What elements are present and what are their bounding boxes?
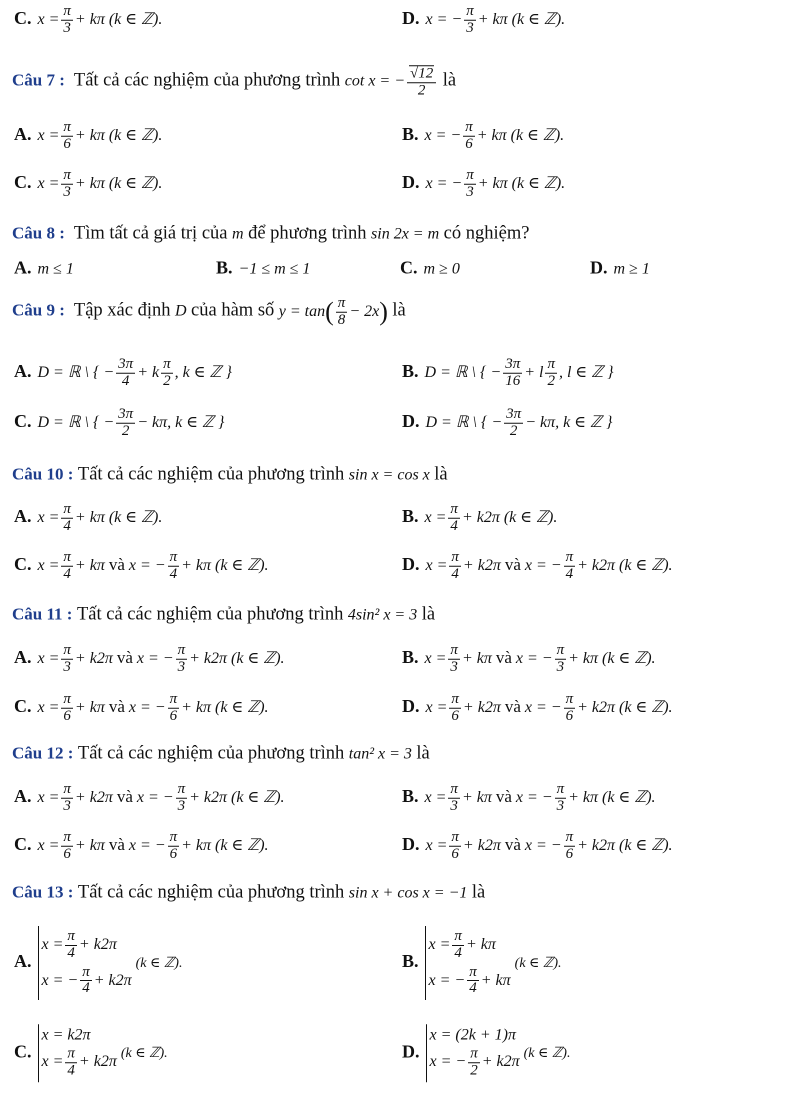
fraction: $\frac{\pi}{3}$ bbox=[63, 2, 71, 36]
q9-option-d[interactable]: D. D = ℝ \ { − $\frac{3\pi}{2}$ − kπ, k ∈ ℤ } bbox=[402, 405, 613, 439]
question-13: Câu 13 : Tất cả các nghiệm của phương trình sin x + cos x = −1 là bbox=[12, 882, 486, 903]
q8-option-d[interactable]: D. m ≥ 1 bbox=[590, 257, 650, 278]
q7-option-c[interactable]: C. x = $\frac{\pi}{3}$ + kπ (k ∈ ℤ). bbox=[14, 166, 163, 200]
q13-option-b[interactable]: B. x = $\frac{\pi}{4}$ + kπ x = − $\frac{\pi}{4}$ + kπ (k ∈ ℤ). bbox=[402, 926, 561, 1000]
q12-option-c[interactable]: C. x = $\frac{\pi}{6}$ + kπ và x = − $\frac{\pi}{6}$ + kπ (k ∈ ℤ). bbox=[14, 828, 269, 862]
q9-option-a[interactable]: A. D = ℝ \ { − $\frac{3\pi}{4}$ + k $\frac{\pi}{2}$ , k ∈ ℤ } bbox=[14, 355, 232, 389]
question-8: Câu 8 : Tìm tất cả giá trị của m để phương trình sin 2x = m có nghiệm? bbox=[12, 223, 530, 244]
q12-option-b[interactable]: B. x = $\frac{\pi}{3}$ + kπ và x = − $\frac{\pi}{3}$ + kπ (k ∈ ℤ). bbox=[402, 780, 656, 814]
option-d[interactable]: D. x = − $\frac{\pi}{3}$ + kπ (k ∈ ℤ). bbox=[402, 2, 566, 36]
q9-option-c[interactable]: C. D = ℝ \ { − $\frac{3\pi}{2}$ − kπ, k ∈ ℤ } bbox=[14, 405, 225, 439]
q9-option-b[interactable]: B. D = ℝ \ { − $\frac{3\pi}{16}$ + l $\frac{\pi}{2}$ , l ∈ ℤ } bbox=[402, 355, 614, 389]
q11-option-a[interactable]: A. x = $\frac{\pi}{3}$ + k2π và x = − $\frac{\pi}{3}$ + k2π (k ∈ ℤ). bbox=[14, 641, 285, 675]
q8-option-b[interactable]: B. −1 ≤ m ≤ 1 bbox=[216, 257, 311, 278]
option-c[interactable]: C. x = $\frac{\pi}{3}$ + kπ (k ∈ ℤ). bbox=[14, 2, 163, 36]
system-bracket: x = $\frac{\pi}{4}$ + kπ x = − $\frac{\pi}{4}$ + kπ bbox=[425, 926, 511, 1000]
question-12: Câu 12 : Tất cả các nghiệm của phương trình tan² x = 3 là bbox=[12, 743, 430, 764]
system-bracket: x = (2k + 1)π x = − $\frac{\pi}{2}$ + k2π bbox=[426, 1024, 520, 1082]
q12-option-d[interactable]: D. x = $\frac{\pi}{6}$ + k2π và x = − $\frac{\pi}{6}$ + k2π (k ∈ ℤ). bbox=[402, 828, 673, 862]
question-10: Câu 10 : Tất cả các nghiệm của phương trình sin x = cos x là bbox=[12, 464, 448, 485]
q7-option-d[interactable]: D. x = − $\frac{\pi}{3}$ + kπ (k ∈ ℤ). bbox=[402, 166, 566, 200]
q11-option-d[interactable]: D. x = $\frac{\pi}{6}$ + k2π và x = − $\frac{\pi}{6}$ + k2π (k ∈ ℤ). bbox=[402, 690, 673, 724]
system-bracket: x = $\frac{\pi}{4}$ + k2π x = − $\frac{\pi}{4}$ + k2π bbox=[38, 926, 132, 1000]
q13-option-d[interactable]: D. x = (2k + 1)π x = − $\frac{\pi}{2}$ + k2π (k ∈ ℤ). bbox=[402, 1024, 570, 1082]
system-bracket: x = k2π x = $\frac{\pi}{4}$ + k2π bbox=[38, 1024, 117, 1082]
q11-option-b[interactable]: B. x = $\frac{\pi}{3}$ + kπ và x = − $\frac{\pi}{3}$ + kπ (k ∈ ℤ). bbox=[402, 641, 656, 675]
q13-option-c[interactable]: C. x = k2π x = $\frac{\pi}{4}$ + k2π (k ∈ ℤ). bbox=[14, 1024, 168, 1082]
fraction: $\frac{√12}{2}$ bbox=[407, 65, 436, 99]
q10-option-d[interactable]: D. x = $\frac{\pi}{4}$ + k2π và x = − $\frac{\pi}{4}$ + k2π (k ∈ ℤ). bbox=[402, 548, 673, 582]
question-9: Câu 9 : Tập xác định D của hàm số y = tan( $\frac{\pi}{8}$ − 2x) là bbox=[12, 294, 406, 328]
q7-option-a[interactable]: A. x = $\frac{\pi}{6}$ + kπ (k ∈ ℤ). bbox=[14, 118, 163, 152]
question-11: Câu 11 : Tất cả các nghiệm của phương trình 4sin² x = 3 là bbox=[12, 604, 436, 625]
q7-option-b[interactable]: B. x = − $\frac{\pi}{6}$ + kπ (k ∈ ℤ). bbox=[402, 118, 565, 152]
q13-option-a[interactable]: A. x = $\frac{\pi}{4}$ + k2π x = − $\frac{\pi}{4}$ + k2π (k ∈ ℤ). bbox=[14, 926, 182, 1000]
q12-option-a[interactable]: A. x = $\frac{\pi}{3}$ + k2π và x = − $\frac{\pi}{3}$ + k2π (k ∈ ℤ). bbox=[14, 780, 285, 814]
q10-option-b[interactable]: B. x = $\frac{\pi}{4}$ + k2π (k ∈ ℤ). bbox=[402, 500, 558, 534]
q10-option-c[interactable]: C. x = $\frac{\pi}{4}$ + kπ và x = − $\frac{\pi}{4}$ + kπ (k ∈ ℤ). bbox=[14, 548, 269, 582]
q8-option-c[interactable]: C. m ≥ 0 bbox=[400, 257, 460, 278]
q10-option-a[interactable]: A. x = $\frac{\pi}{4}$ + kπ (k ∈ ℤ). bbox=[14, 500, 163, 534]
fraction: $\frac{\pi}{3}$ bbox=[466, 2, 474, 36]
q8-option-a[interactable]: A. m ≤ 1 bbox=[14, 257, 74, 278]
question-7: Câu 7 : Tất cả các nghiệm của phương trình cot x = − $\frac{√12}{2}$ là bbox=[12, 65, 457, 98]
q11-option-c[interactable]: C. x = $\frac{\pi}{6}$ + kπ và x = − $\frac{\pi}{6}$ + kπ (k ∈ ℤ). bbox=[14, 690, 269, 724]
